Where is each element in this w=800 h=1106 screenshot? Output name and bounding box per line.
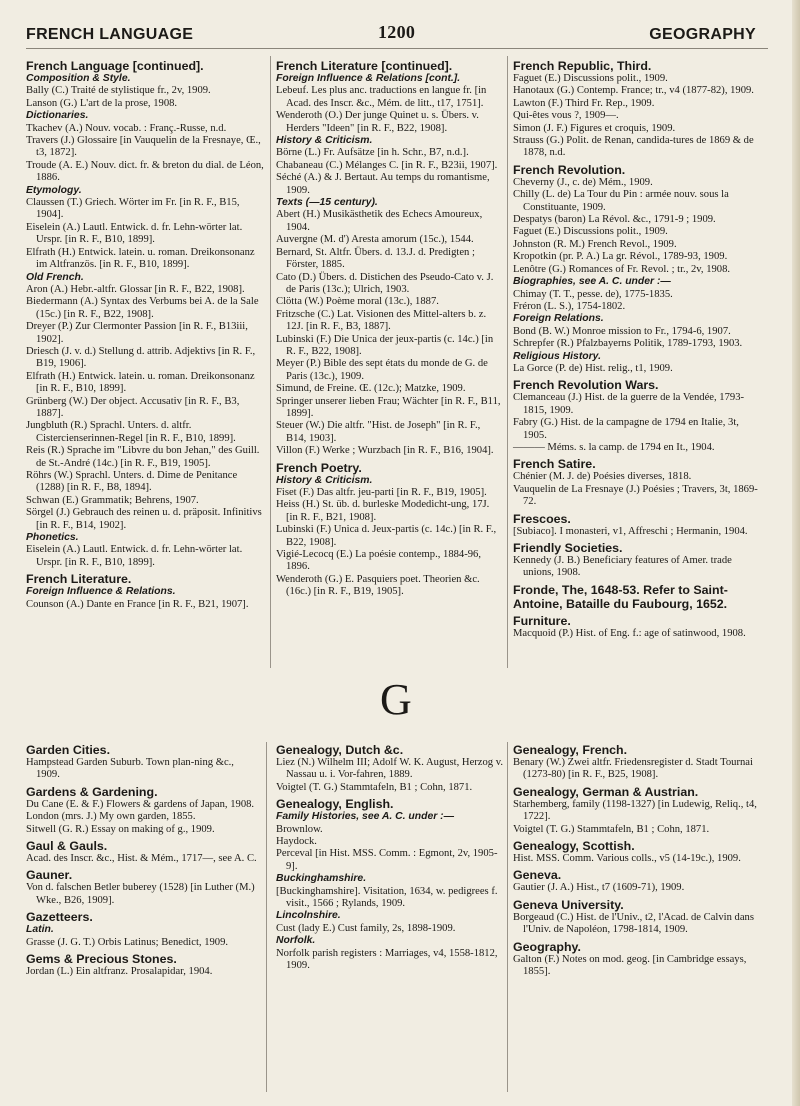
subject-heading: Genealogy, French. [513, 743, 628, 757]
subject-heading: French Language [continued]. [26, 59, 204, 73]
subject-heading: Gauner. [26, 868, 73, 883]
catalogue-entry: La Gorce (P. de) Hist. relig., t1, 1909. [513, 362, 673, 374]
catalogue-entry: Fréron (L. S.), 1754-1802. [513, 300, 626, 312]
top-column-2 [276, 56, 501, 599]
bottom-column-2 [276, 740, 504, 973]
catalogue-entry: Eiselein (A.) Lautl. Entwick. d. fr. Lehn-wörter lat. Urspr. [in R. F., B10, 1899]. [26, 544, 243, 568]
catalogue-entry: Cheverny (J., c. de) Mém., 1909. [513, 176, 653, 188]
catalogue-entry: Travers (J.) Glossaire [in Vauquelin de la Fresnaye, Œ., t3, 1872]. [26, 135, 261, 159]
page-number: 1200 [378, 22, 416, 42]
subheading: Composition & Style. [26, 73, 131, 84]
catalogue-entry: Faguet (E.) Discussions polit., 1909. [513, 226, 668, 238]
catalogue-entry: Clemanceau (J.) Hist. de la guerre de la Vendée, 1793-1815, 1909. [513, 392, 745, 416]
catalogue-entry: Reis (R.) Sprache im "Libvre du bon Jehan," des Guill. de St.-André (14c.) [in R. F., B19, 1905]. [26, 445, 260, 469]
subject-heading: Genealogy, German & Austrian. [513, 784, 699, 799]
subheading: Texts (—15 century). [276, 197, 378, 209]
subject-heading: Gaul & Gauls. [26, 839, 108, 854]
bottom-column-3 [513, 740, 765, 978]
catalogue-entry: Strauss (G.) Polit. de Renan, candida-tures de 1869 & de 1878, n.d. [513, 135, 754, 159]
catalogue-entry: Eiselein (A.) Lautl. Entwick. d. fr. Lehn-wörter lat. Urspr. [in R. F., B10, 1899]. [26, 221, 243, 246]
catalogue-entry: Johnston (R. M.) French Revol., 1909. [513, 238, 677, 250]
catalogue-entry: Hanotaux (G.) Contemp. France; tr., v4 (1877-82), 1909. [513, 85, 754, 97]
subheading: Religious History. [513, 350, 601, 362]
catalogue-entry: Qui-êtes vous ?, 1909—. [513, 110, 619, 122]
catalogue-entry: Grasse (J. G. T.) Orbis Latinus; Benedict, 1909. [26, 936, 229, 948]
subject-heading: French Revolution. [513, 162, 626, 177]
catalogue-entry: Meyer (P.) Bible des sept états du monde de G. de Paris (13c.), 1909. [276, 358, 488, 382]
catalogue-entry: Starhemberg, family (1198-1327) [in Ludewig, Reliq., t4, 1722]. [513, 798, 757, 823]
subject-heading: Geography. [513, 939, 581, 954]
catalogue-entry: Voigtel (T. G.) Stammtafeln, B1 ; Cohn, 1871. [513, 823, 710, 835]
catalogue-entry: Lubinski (F.) Die Unica der jeux-partis (c. 14c.) [in R. F., B22, 1908]. [276, 333, 494, 357]
catalogue-entry: Norfolk parish registers : Marriages, v4, 1558-1812, 1909. [276, 947, 498, 972]
catalogue-entry: Springer unserer lieben Frau; Wächter [in R. F., B11, 1899]. [276, 395, 501, 419]
top-column-1 [26, 56, 268, 611]
subheading: Foreign Influence & Relations [cont.]. [276, 73, 461, 84]
catalogue-entry: Grünberg (W.) Der object. Accusativ [in R. F., B3, 1887]. [26, 395, 240, 419]
catalogue-entry: Troude (A. E.) Nouv. dict. fr. & breton du dial. de Léon, 1886. [26, 159, 264, 184]
catalogue-entry: Du Cane (E. & F.) Flowers & gardens of Japan, 1908. [26, 798, 255, 810]
subject-heading: French Literature. [26, 572, 132, 587]
catalogue-entry: Cato (D.) Übers. d. Distichen des Pseudo-Cato v. J. de Paris (13c.); Ulrich, 1903. [276, 271, 494, 295]
subheading: Norfolk. [276, 935, 316, 947]
catalogue-entry: Villon (F.) Werke ; Wurzbach [in R. F., B16, 1904]. [276, 445, 494, 457]
catalogue-entry: Bernard, St. Altfr. Übers. d. 13.J. d. Predigten ; Förster, 1885. [276, 246, 475, 271]
catalogue-entry: Clötta (W.) Poème moral (13c.), 1887. [276, 296, 439, 308]
subheading: Lincolnshire. [276, 910, 341, 922]
catalogue-entry: Sörgel (J.) Gebrauch des reinen u. d. präposit. Infinitivs [in R. F., B14, 1902]. [26, 507, 262, 531]
catalogue-entry: Von d. falschen Betler buberey (1528) [in Luther (M.) Wke., B26, 1909]. [26, 882, 255, 906]
subject-heading: Furniture. [513, 613, 571, 628]
running-head-left: FRENCH LANGUAGE [26, 26, 194, 43]
catalogue-entry: Simund, de Freine. Œ. (12c.); Matzke, 1909. [276, 383, 466, 395]
subheading: Buckinghamshire. [276, 873, 367, 885]
catalogue-entry: Röhrs (W.) Sprachl. Unters. d. Dime de Penitance (1288) [in R. F., B8, 1894]. [26, 470, 238, 494]
catalogue-entry: Driesch (J. v. d.) Stellung d. attrib. Adjektivs [in R. F., B19, 1906]. [26, 345, 256, 370]
subject-heading: Gems & Precious Stones. [26, 952, 177, 967]
catalogue-entry: [Buckinghamshire]. Visitation, 1634, w. pedigrees f. visit., 1566 ; Rylands, 1909. [276, 885, 498, 910]
catalogue-entry: Abert (H.) Musikästhetik des Echecs Amoureux, 1904. [276, 209, 483, 233]
catalogue-entry: Borgeaud (C.) Hist. de l'Univ., t2, l'Acad. de Calvin dans l'Univ. de Napoléon, 1798-1814, 1909. [513, 911, 754, 936]
subheading: Foreign Relations. [513, 313, 604, 325]
column-divider [507, 742, 508, 1092]
catalogue-entry: [Subiaco]. I monasteri, v1, Affreschi ; Hermanin, 1904. [513, 525, 748, 537]
catalogue-entry: Schwan (E.) Grammatik; Behrens, 1907. [26, 494, 199, 506]
catalogue-entry: Chimay (T. T., pesse. de), 1775-1835. [513, 288, 673, 300]
catalogue-entry: Macquoid (P.) Hist. of Eng. f.: age of satinwood, 1908. [513, 627, 746, 639]
page-edge [792, 0, 800, 1106]
top-column-3 [513, 56, 765, 640]
catalogue-entry: Jungbluth (R.) Sprachl. Unters. d. altfr. Cistercienserinnen-Regel [in R. F., B10, 1899]. [26, 420, 236, 444]
running-head-right: GEOGRAPHY [649, 26, 756, 43]
catalogue-entry: Perceval [in Hist. MSS. Comm. : Egmont, 2v, 1905-9]. [276, 848, 498, 872]
catalogue-entry: Faguet (E.) Discussions polit., 1909. [513, 73, 668, 84]
catalogue-entry: Voigtel (T. G.) Stammtafeln, B1 ; Cohn, 1871. [276, 781, 473, 793]
catalogue-entry: Galton (F.) Notes on mod. geog. [in Cambridge essays, 1855]. [513, 953, 747, 978]
catalogue-entry: Chabaneau (C.) Mélanges C. [in R. F., B23ii, 1907]. [276, 159, 498, 171]
subject-heading: French Revolution Wars. [513, 378, 659, 393]
catalogue-entry: Auvergne (M. d') Aresta amorum (15c.), 1544. [276, 234, 474, 246]
catalogue-entry: Hampstead Garden Suburb. Town plan-ning &c., 1909. [26, 757, 234, 781]
catalogue-entry: Lawton (F.) Third Fr. Rep., 1909. [513, 97, 655, 109]
catalogue-entry: Chénier (M. J. de) Poésies diverses, 1818. [513, 471, 692, 483]
subject-heading: Frescoes. [513, 511, 571, 526]
catalogue-entry: Heiss (H.) St. üb. d. burleske Modedicht-ung, 17J. [in R. F., B21, 1908]. [276, 499, 490, 523]
subheading: History & Criticism. [276, 474, 373, 486]
section-letter: G [380, 675, 412, 724]
catalogue-entry: Schrepfer (R.) Pfalzbayerns Politik, 1789-1793, 1903. [513, 338, 743, 350]
column-divider [507, 56, 508, 668]
subheading: Etymology. [26, 184, 82, 196]
catalogue-entry: Simon (J. F.) Figures et croquis, 1909. [513, 122, 676, 134]
subheading: Old French. [26, 271, 84, 283]
catalogue-entry: Jordan (L.) Ein altfranz. Prosalapidar, 1904. [26, 966, 213, 978]
subheading: Dictionaries. [26, 110, 89, 122]
catalogue-entry: Dreyer (P.) Zur Clermonter Passion [in R. F., B13iii, 1902]. [26, 321, 248, 345]
subject-heading: Genealogy, Dutch &c. [276, 743, 404, 757]
catalogue-entry: Lubinski (F.) Unica d. Jeux-partis (c. 14c.) [in R. F., B22, 1908]. [276, 524, 497, 548]
subject-heading: Gardens & Gardening. [26, 784, 158, 799]
catalogue-entry: Benary (W.) Zwei altfr. Friedensregister d. Stadt Tournai (1273-80) [in R. F., B25, 1908]. [513, 757, 753, 781]
catalogue-entry: Elfrath (H.) Entwick. latein. u. roman. Dreikonsonanz im Altfranzös. [in R. F., B10, 1899]. [26, 246, 255, 271]
catalogue-entry: Fritzsche (C.) Lat. Visionen des Mittel-alters b. z. 12J. [in R. F., B3, 1887]. [276, 308, 487, 333]
subject-heading: Genealogy, English. [276, 797, 394, 812]
catalogue-entry: Bond (B. W.) Monroe mission to Fr., 1794-6, 1907. [513, 325, 731, 337]
catalogue-entry: Aron (A.) Hebr.-altfr. Glossar [in R. F., B22, 1908]. [26, 283, 245, 295]
catalogue-entry: Gautier (J. A.) Hist., t7 (1609-71), 1909. [513, 882, 685, 894]
catalogue-entry: Wenderoth (O.) Der junge Quinet u. s. Übers. v. Herders "Ideen" [in R. F., B22, 1908]. [276, 110, 479, 134]
catalogue-entry: Wenderoth (G.) E. Pasquiers poet. Theorien &c. (16c.) [in R. F., B19, 1905]. [276, 573, 480, 598]
catalogue-entry: Elfrath (H.) Entwick. latein. u. roman. Dreikonsonanz [in R. F., B10, 1899]. [26, 370, 255, 395]
catalogue-entry: Cust (lady E.) Cust family, 2s, 1898-1909. [276, 922, 456, 934]
subheading: Foreign Influence & Relations. [26, 586, 176, 598]
subject-heading: Fronde, The, 1648-53. Refer to Saint-Antoine, Bataille du Faubourg, 1652. [513, 582, 728, 611]
catalogue-entry: Biedermann (A.) Syntax des Verbums bei A. de la Sale (15c.) [in R. F., B22, 1908]. [26, 296, 259, 320]
subject-heading: Friendly Societies. [513, 541, 623, 555]
subject-heading: Geneva. [513, 868, 562, 883]
header-rule [26, 48, 768, 49]
column-divider [266, 742, 267, 1092]
catalogue-entry: Lebeuf. Les plus anc. traductions en langue fr. [in Acad. des Inscr. &c., Mém. de litt., t17, 1751]. [276, 85, 487, 109]
catalogue-entry: Börne (L.) Fr. Aufsätze [in h. Schr., B7, n.d.]. [276, 147, 469, 159]
subheading: Latin. [26, 924, 54, 936]
subject-heading: French Literature [continued]. [276, 59, 453, 73]
subject-heading: French Republic, Third. [513, 59, 652, 73]
catalogue-entry: Bally (C.) Traité de stylistique fr., 2v, 1909. [26, 85, 211, 97]
subject-heading: Gazetteers. [26, 910, 93, 925]
subheading: Family Histories, see A. C. under :— [276, 811, 455, 823]
subject-heading: French Satire. [513, 457, 596, 472]
subject-heading: Garden Cities. [26, 743, 111, 757]
catalogue-entry: Haydock. [276, 836, 317, 848]
subheading: Phonetics. [26, 532, 79, 544]
catalogue-entry: Hist. MSS. Comm. Various colls., v5 (14-19c.), 1909. [513, 853, 741, 865]
subject-heading: Genealogy, Scottish. [513, 839, 635, 854]
catalogue-entry: Fabry (G.) Hist. de la campagne de 1794 en Italie, 3t, 1905. [513, 417, 739, 441]
catalogue-entry: Lanson (G.) L'art de la prose, 1908. [26, 97, 178, 109]
catalogue-entry: Steuer (W.) Die altfr. "Hist. de Joseph" [in R. F., B14, 1903]. [276, 420, 481, 444]
catalogue-entry: Chilly (L. de) La Tour du Pin : armée nouv. sous la Constituante, 1909. [513, 189, 729, 213]
bottom-column-1 [26, 740, 258, 978]
catalogue-entry: Liez (N.) Wilhelm III; Adolf W. K. August, Herzog v. Nassau u. i. Vor-fahren, 1889. [276, 757, 504, 781]
catalogue-entry: Counson (A.) Dante en France [in R. F., B21, 1907]. [26, 598, 249, 610]
catalogue-entry: Vauquelin de La Fresnaye (J.) Poésies ; Travers, 3t, 1869-72. [513, 483, 758, 508]
catalogue-entry: ——— Méms. s. la camp. de 1794 en It., 1904. [513, 441, 715, 453]
catalogue-entry: Séché (A.) & J. Bertaut. Au temps du romantisme, 1909. [276, 172, 490, 196]
catalogue-entry: Lenôtre (G.) Romances of Fr. Revol. ; tr., 2v, 1908. [513, 263, 731, 275]
catalogue-entry: Despatys (baron) La Révol. &c., 1791-9 ; 1909. [513, 214, 716, 226]
catalogue-entry: Acad. des Inscr. &c., Hist. & Mém., 1717—, see A. C. [26, 853, 257, 865]
catalogue-entry: Sitwell (G. R.) Essay on making of g., 1909. [26, 823, 215, 835]
column-divider [270, 56, 271, 668]
subheading: History & Criticism. [276, 135, 373, 147]
subheading: Biographies, see A. C. under :— [513, 276, 671, 288]
catalogue-entry: Brownlow. [276, 823, 323, 835]
subject-heading: French Poetry. [276, 460, 362, 475]
catalogue-entry: Vigié-Lecocq (E.) La poésie contemp., 1884-96, 1896. [276, 549, 481, 573]
catalogue-entry: Kennedy (J. B.) Beneficiary features of Amer. trade unions, 1908. [513, 555, 732, 579]
catalogue-entry: London (mrs. J.) My own garden, 1855. [26, 811, 196, 823]
catalogue-entry: Fiset (F.) Das altfr. jeu-parti [in R. F., B19, 1905]. [276, 487, 487, 498]
catalogue-entry: Kropotkin (pr. P. A.) La gr. Révol., 1789-93, 1909. [513, 251, 728, 263]
catalogue-entry: Claussen (T.) Griech. Wörter im Fr. [in R. F., B15, 1904]. [26, 197, 240, 221]
catalogue-entry: Tkachev (A.) Nouv. vocab. : Franç.-Russe, n.d. [26, 122, 227, 134]
subject-heading: Geneva University. [513, 897, 624, 912]
